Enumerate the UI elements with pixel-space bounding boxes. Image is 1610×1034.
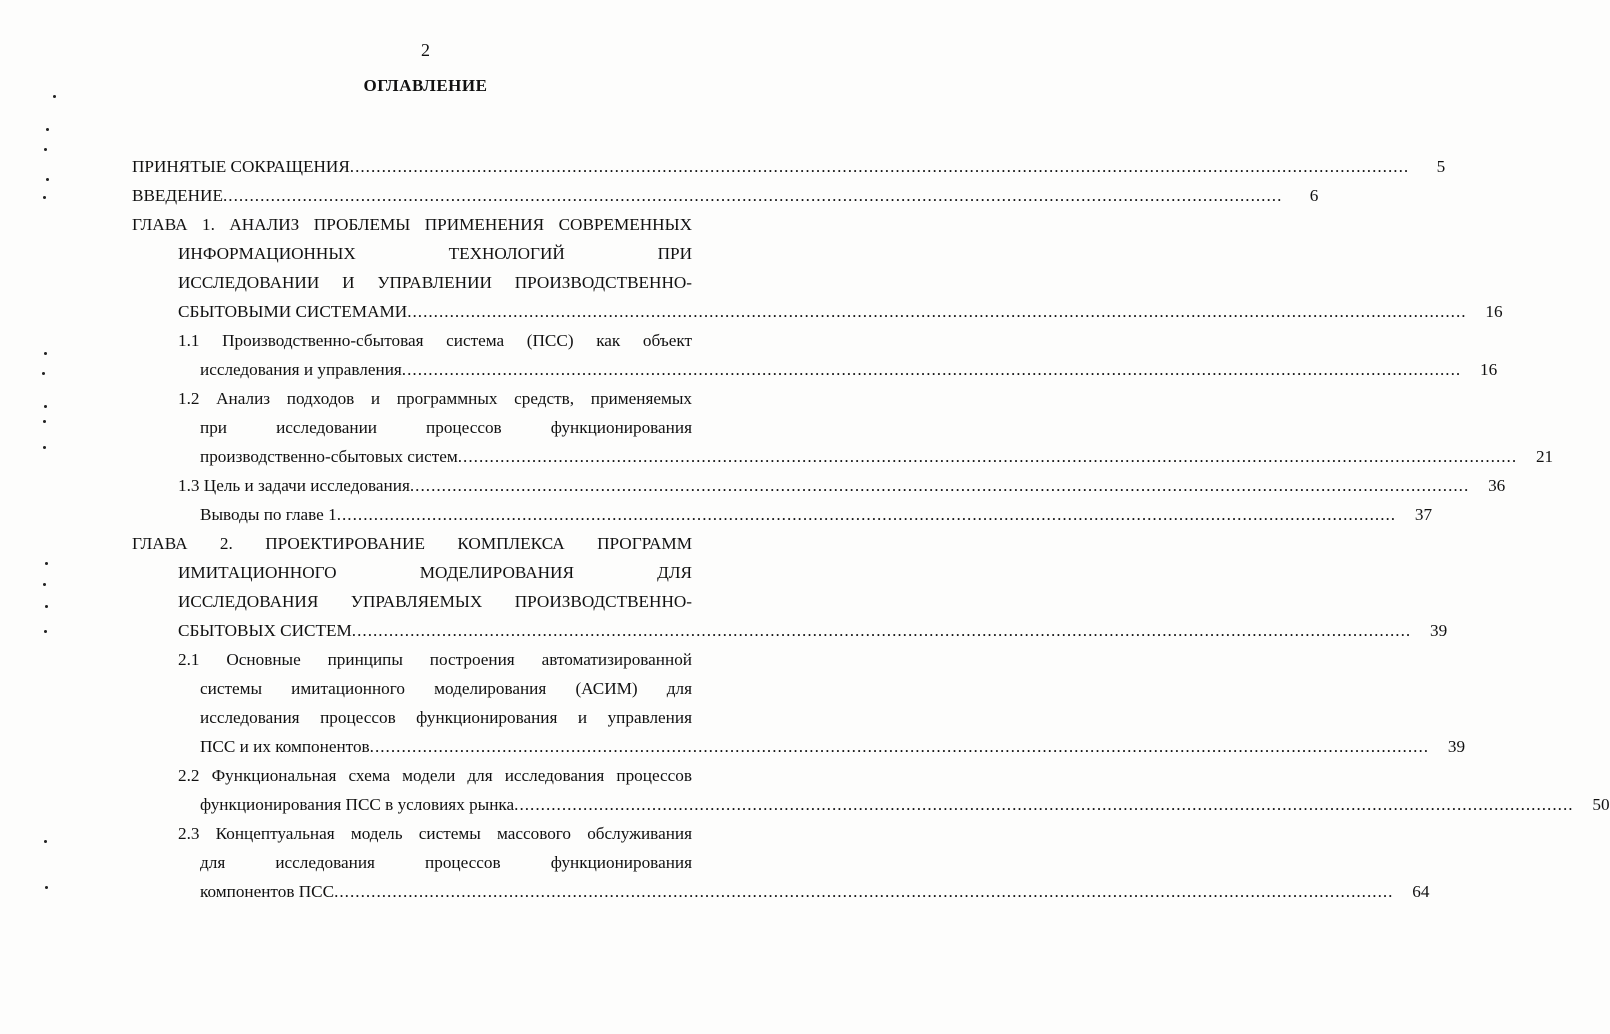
toc-entry-line: 2.2 Функциональная схема модели для исследования процессов: [178, 766, 692, 785]
toc-entry-line: 2.1 Основные принципы построения автоматизированной: [178, 650, 692, 669]
toc-entry[interactable]: [132, 384, 1554, 471]
toc-entry-label: ПРИНЯТЫЕ СОКРАЩЕНИЯ: [132, 157, 350, 176]
toc-entry-last-line: [132, 616, 1448, 645]
dot-leader: ........................................................................................................................................................................................................: [401, 360, 1462, 379]
toc-entry[interactable]: [132, 761, 1610, 819]
toc-entry[interactable]: [132, 326, 1498, 384]
toc-entry-line: исследования процессов функционирования и управления: [200, 708, 692, 727]
toc-page-number: 39: [1447, 737, 1466, 756]
dot-leader: ........................................................................................................................................................................................................: [222, 186, 1283, 205]
toc-page-number: 6: [1309, 186, 1319, 205]
toc-entry-label: Выводы по главе 1: [200, 505, 337, 524]
dot-leader: ........................................................................................................................................................................................................: [409, 476, 1470, 495]
dot-leader: ........................................................................................................................................................................................................: [349, 157, 1410, 176]
dot-leader: ........................................................................................................................................................................................................: [457, 447, 1518, 466]
toc-entry-label: СБЫТОВЫМИ СИСТЕМАМИ: [178, 302, 408, 321]
toc-page-number: 64: [1412, 882, 1430, 901]
toc-entry-label: исследования и управления: [200, 360, 402, 379]
scan-margin-specks: [40, 0, 60, 1034]
toc-page-number: 16: [1485, 302, 1503, 321]
toc-entry[interactable]: [132, 152, 1446, 181]
toc-entry-last-line: [132, 152, 1446, 181]
toc-entry-last-line: [132, 181, 1319, 210]
page-number: 2: [421, 40, 430, 60]
toc-page-number: 21: [1535, 447, 1554, 466]
page-title: ОГЛАВЛЕНИЕ: [363, 76, 488, 95]
toc-entry-line: 1.1 Производственно-сбытовая система (ПСС) как объект: [178, 331, 692, 350]
toc-entry-last-line: [132, 877, 1430, 906]
toc-entry[interactable]: [132, 181, 1319, 210]
dot-leader: ........................................................................................................................................................................................................: [514, 795, 1574, 814]
toc-page-number: 16: [1479, 360, 1498, 379]
toc-entry-line: ИНФОРМАЦИОННЫХ ТЕХНОЛОГИЙ ПРИ: [178, 244, 692, 263]
toc-entry-line: ИССЛЕДОВАНИЯ УПРАВЛЯЕМЫХ ПРОИЗВОДСТВЕННО-: [178, 592, 692, 611]
toc-entry-last-line: [132, 442, 1554, 471]
toc-entry[interactable]: [132, 645, 1466, 761]
toc-entry-label: производственно-сбытовых систем: [200, 447, 458, 466]
toc-entry-last-line: [132, 471, 1506, 500]
toc-page-number: 36: [1488, 476, 1506, 495]
toc-entry-label: компонентов ПСС: [200, 882, 335, 901]
toc-entry-line: ИССЛЕДОВАНИИ И УПРАВЛЕНИИ ПРОИЗВОДСТВЕННО-: [178, 273, 692, 292]
dot-leader: ........................................................................................................................................................................................................: [407, 302, 1467, 321]
toc-page-number: 39: [1429, 621, 1448, 640]
toc-entry-line: для исследования процессов функционирования: [200, 853, 692, 872]
toc-entry[interactable]: [132, 210, 1503, 326]
dot-leader: ........................................................................................................................................................................................................: [351, 621, 1412, 640]
toc-entry-last-line: [132, 355, 1498, 384]
toc-entry-label: функционирования ПСС в условиях рынка: [200, 795, 515, 814]
dot-leader: ........................................................................................................................................................................................................: [369, 737, 1430, 756]
toc-entry-last-line: [132, 790, 1610, 819]
toc-entry-line: 2.3 Концептуальная модель системы массового обслуживания: [178, 824, 692, 843]
toc-entry-line: 1.2 Анализ подходов и программных средств, применяемых: [178, 389, 692, 408]
toc-page-number: 37: [1414, 505, 1433, 524]
table-of-contents: [132, 152, 1610, 906]
toc-page-number: 5: [1436, 157, 1446, 176]
toc-entry-line: системы имитационного моделирования (АСИМ) для: [200, 679, 692, 698]
dot-leader: ........................................................................................................................................................................................................: [334, 882, 1394, 901]
toc-entry[interactable]: [132, 500, 1433, 529]
toc-entry[interactable]: [132, 529, 1448, 645]
toc-entry[interactable]: [132, 819, 1430, 906]
toc-entry-line: ГЛАВА 2. ПРОЕКТИРОВАНИЕ КОМПЛЕКСА ПРОГРАММ: [132, 534, 692, 553]
toc-entry-last-line: [132, 732, 1466, 761]
toc-entry-label: ПСС и их компонентов: [200, 737, 370, 756]
toc-entry-line: ГЛАВА 1. АНАЛИЗ ПРОБЛЕМЫ ПРИМЕНЕНИЯ СОВРЕМЕННЫХ: [132, 215, 692, 234]
toc-entry[interactable]: [132, 471, 1506, 500]
toc-entry-last-line: [132, 297, 1503, 326]
toc-entry-label: СБЫТОВЫХ СИСТЕМ: [178, 621, 352, 640]
toc-entry-last-line: [132, 500, 1433, 529]
toc-page-number: 50: [1592, 795, 1610, 814]
toc-entry-line: ИМИТАЦИОННОГО МОДЕЛИРОВАНИЯ ДЛЯ: [178, 563, 692, 582]
toc-entry-label: 1.3 Цель и задачи исследования: [178, 476, 410, 495]
dot-leader: ........................................................................................................................................................................................................: [336, 505, 1397, 524]
toc-entry-line: при исследовании процессов функционирования: [200, 418, 692, 437]
toc-entry-label: ВВЕДЕНИЕ: [132, 186, 223, 205]
